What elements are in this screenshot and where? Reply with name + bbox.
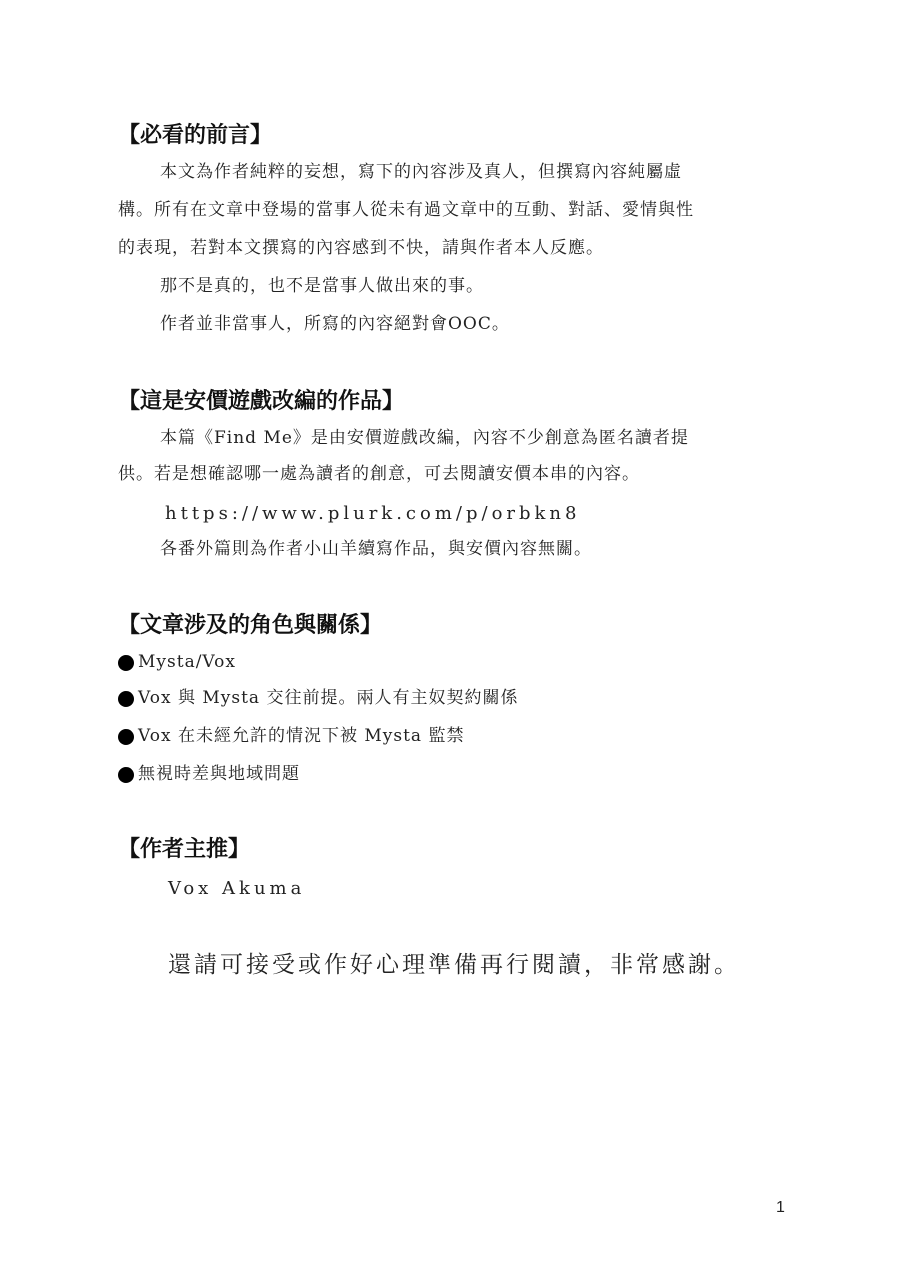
bullet-icon bbox=[118, 729, 134, 745]
bullet-icon bbox=[118, 655, 134, 671]
adaptation-line-1: 本篇《Find Me》是由安價遊戲改編，內容不少創意為匿名讀者提 bbox=[160, 428, 689, 448]
preface-line-2: 構。所有在文章中登場的當事人從未有過文章中的互動、對話、愛情與性 bbox=[118, 200, 694, 220]
bullet-icon bbox=[118, 691, 134, 707]
bullet-text: 無視時差與地域問題 bbox=[138, 764, 300, 784]
character-bullet-1 bbox=[118, 654, 236, 671]
character-bullet-4 bbox=[118, 766, 300, 783]
adaptation-line-2: 供。若是想確認哪一處為讀者的創意，可去閱讀安價本串的內容。 bbox=[118, 464, 640, 484]
section-heading-characters: 【文章涉及的角色與關係】 bbox=[118, 612, 383, 638]
closing-note: 還請可接受或作好心理準備再行閱讀，非常感謝。 bbox=[168, 952, 740, 978]
bullet-text: Mysta/Vox bbox=[138, 652, 236, 672]
character-bullet-3 bbox=[118, 728, 464, 745]
preface-line-4: 那不是真的，也不是當事人做出來的事。 bbox=[160, 276, 484, 296]
plurk-link[interactable]: https://www.plurk.com/p/orbkn8 bbox=[165, 503, 581, 524]
bullet-icon bbox=[118, 767, 134, 783]
page-number: 1 bbox=[776, 1199, 785, 1216]
section-heading-preface: 【必看的前言】 bbox=[118, 122, 273, 148]
favorite-character: Vox Akuma bbox=[168, 878, 306, 899]
section-heading-adaptation: 【這是安價遊戲改編的作品】 bbox=[118, 388, 405, 414]
bullet-text: Vox 在未經允許的情況下被 Mysta 監禁 bbox=[138, 726, 465, 746]
preface-line-3: 的表現，若對本文撰寫的內容感到不快，請與作者本人反應。 bbox=[118, 238, 604, 258]
character-bullet-2 bbox=[118, 690, 518, 707]
adaptation-line-4: 各番外篇則為作者小山羊續寫作品，與安價內容無關。 bbox=[160, 539, 592, 559]
section-heading-favorite: 【作者主推】 bbox=[118, 836, 251, 862]
preface-line-1: 本文為作者純粹的妄想，寫下的內容涉及真人，但撰寫內容純屬虛 bbox=[160, 162, 682, 182]
bullet-text: Vox 與 Mysta 交往前提。兩人有主奴契約關係 bbox=[138, 688, 519, 708]
preface-line-5: 作者並非當事人，所寫的內容絕對會OOC。 bbox=[160, 314, 510, 334]
